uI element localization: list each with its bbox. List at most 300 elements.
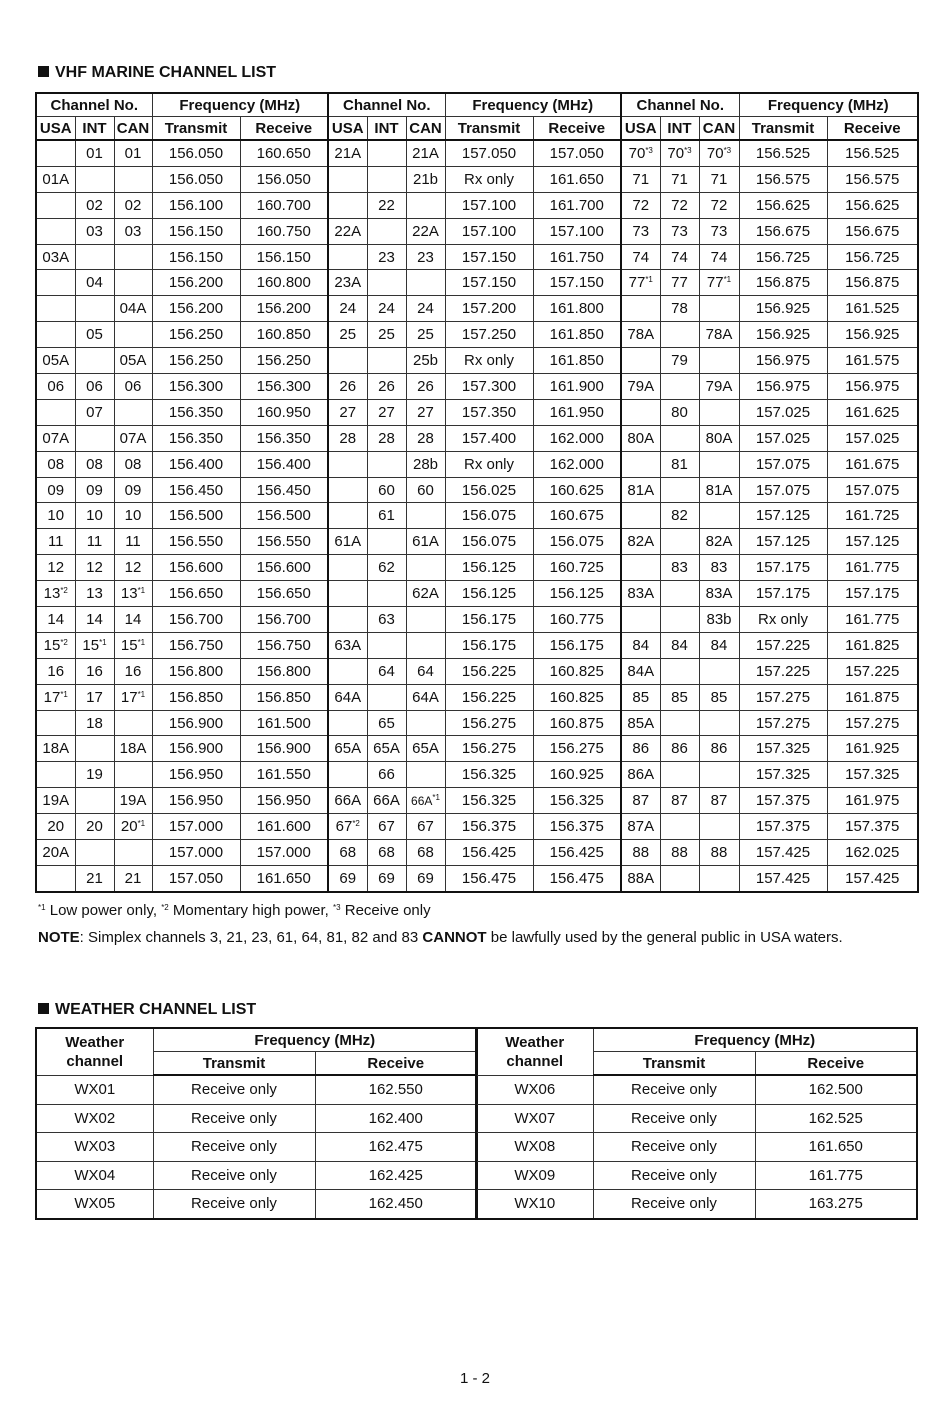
receive-freq-cell: 157.100 <box>533 218 621 244</box>
table-row <box>36 1075 477 1104</box>
usa-channel-cell <box>328 581 367 607</box>
receive-freq-cell: 161.725 <box>827 503 918 529</box>
receive-freq-cell: 156.275 <box>533 736 621 762</box>
transmit-freq-cell: 156.350 <box>152 399 240 425</box>
transmit-cell: Receive only <box>593 1133 755 1162</box>
transmit-freq-cell: 157.050 <box>152 865 240 891</box>
can-channel-cell: 64A <box>406 684 445 710</box>
int-channel-cell: 67 <box>367 814 406 840</box>
channel-no-header: Channel No. <box>328 93 445 117</box>
receive-freq-cell: 156.800 <box>240 658 328 684</box>
can-channel-cell: 68 <box>406 840 445 866</box>
usa-channel-cell <box>328 192 367 218</box>
usa-channel-cell <box>328 451 367 477</box>
can-channel-cell: 62A <box>406 581 445 607</box>
receive-freq-cell: 161.775 <box>827 555 918 581</box>
usa-channel-cell: 66A <box>328 788 367 814</box>
can-channel-cell <box>114 762 152 788</box>
receive-freq-cell: 162.000 <box>533 451 621 477</box>
can-channel-cell: $66A^{*1}$ <box>406 788 445 814</box>
usa-channel-cell: 16 <box>36 658 75 684</box>
receive-freq-cell: 156.625 <box>827 192 918 218</box>
table-row <box>36 1161 477 1190</box>
table-row <box>36 632 918 658</box>
transmit-header: Transmit <box>153 1052 315 1076</box>
frequency-header: Frequency (MHz) <box>593 1028 917 1052</box>
transmit-freq-cell: 156.700 <box>152 607 240 633</box>
can-channel-cell: 13$^{*1}$ <box>114 581 152 607</box>
receive-cell: 163.275 <box>755 1190 917 1219</box>
can-channel-cell: 16 <box>114 658 152 684</box>
transmit-freq-cell: 157.275 <box>739 684 827 710</box>
receive-freq-cell: 161.850 <box>533 322 621 348</box>
transmit-freq-cell: 156.325 <box>445 788 533 814</box>
transmit-freq-cell: 157.325 <box>739 762 827 788</box>
can-channel-cell <box>406 632 445 658</box>
transmit-freq-cell: 157.225 <box>739 658 827 684</box>
can-channel-cell: 77$^{*1}$ <box>699 270 739 296</box>
usa-channel-cell <box>621 399 660 425</box>
weather-channel-cell: WX05 <box>36 1190 153 1219</box>
footnote-text: Low power only, <box>45 902 162 919</box>
footnote-mark: *1 <box>645 275 653 285</box>
can-channel-cell: 06 <box>114 374 152 400</box>
table-row <box>36 296 918 322</box>
transmit-freq-cell: 156.250 <box>152 322 240 348</box>
int-channel-cell <box>75 840 114 866</box>
int-channel-cell <box>660 814 699 840</box>
receive-freq-cell: 160.925 <box>533 762 621 788</box>
transmit-freq-cell: 156.050 <box>152 140 240 166</box>
int-channel-cell <box>660 581 699 607</box>
usa-channel-cell <box>36 296 75 322</box>
transmit-freq-cell: 156.850 <box>152 684 240 710</box>
int-channel-cell: 64 <box>367 658 406 684</box>
transmit-freq-cell: 157.100 <box>445 192 533 218</box>
table-row <box>36 218 918 244</box>
can-channel-cell <box>699 399 739 425</box>
usa-channel-cell <box>328 555 367 581</box>
int-channel-cell: 07 <box>75 399 114 425</box>
receive-cell: 161.650 <box>755 1133 917 1162</box>
weather-channel-header <box>36 1028 153 1075</box>
table-row <box>36 374 918 400</box>
receive-freq-cell: 161.575 <box>827 348 918 374</box>
receive-freq-cell: 156.525 <box>827 140 918 166</box>
can-channel-cell: 10 <box>114 503 152 529</box>
receive-freq-cell: 162.000 <box>533 425 621 451</box>
transmit-freq-cell: 156.950 <box>152 788 240 814</box>
receive-freq-cell: 160.625 <box>533 477 621 503</box>
can-channel-cell: 84 <box>699 632 739 658</box>
int-channel-cell: 88 <box>660 840 699 866</box>
can-channel-cell: 21A <box>406 140 445 166</box>
receive-freq-cell: 160.825 <box>533 658 621 684</box>
weather-header-row-1 <box>36 1028 477 1052</box>
can-channel-cell: 15$^{*1}$ <box>114 632 152 658</box>
usa-channel-cell: 13$^{*2}$ <box>36 581 75 607</box>
transmit-freq-cell: 156.250 <box>152 348 240 374</box>
receive-cell: 162.500 <box>755 1075 917 1104</box>
usa-channel-cell: 87 <box>621 788 660 814</box>
receive-freq-cell: 156.425 <box>533 840 621 866</box>
receive-freq-cell: 161.975 <box>827 788 918 814</box>
can-channel-cell <box>699 348 739 374</box>
note-text: : Simplex channels 3, 21, 23, 61, 64, 81, 82 and 83 <box>79 929 423 946</box>
usa-channel-cell: 80A <box>621 425 660 451</box>
receive-freq-cell: 156.600 <box>240 555 328 581</box>
int-channel-cell <box>660 658 699 684</box>
table-row <box>36 503 918 529</box>
int-channel-cell <box>367 529 406 555</box>
int-channel-cell: 79 <box>660 348 699 374</box>
int-channel-cell <box>367 140 406 166</box>
int-header: INT <box>367 117 406 141</box>
footnote-mark: *2 <box>161 903 169 912</box>
int-channel-cell: 18 <box>75 710 114 736</box>
can-channel-cell <box>406 555 445 581</box>
usa-channel-cell: 08 <box>36 451 75 477</box>
usa-channel-cell <box>36 865 75 891</box>
can-channel-cell <box>406 192 445 218</box>
receive-freq-cell: 156.150 <box>240 244 328 270</box>
can-channel-cell: 09 <box>114 477 152 503</box>
receive-freq-cell: 156.350 <box>240 425 328 451</box>
weather-left-body <box>36 1075 477 1219</box>
table-row <box>476 1104 917 1133</box>
table-row <box>36 710 918 736</box>
int-header: INT <box>660 117 699 141</box>
usa-channel-cell <box>328 244 367 270</box>
int-channel-cell: 01 <box>75 140 114 166</box>
can-channel-cell <box>406 607 445 633</box>
usa-header: USA <box>328 117 367 141</box>
can-channel-cell: 69 <box>406 865 445 891</box>
transmit-freq-cell: 156.750 <box>152 632 240 658</box>
receive-freq-cell: 156.200 <box>240 296 328 322</box>
usa-channel-cell: 63A <box>328 632 367 658</box>
can-channel-cell: 86 <box>699 736 739 762</box>
transmit-freq-cell: 156.725 <box>739 244 827 270</box>
int-channel-cell: 72 <box>660 192 699 218</box>
transmit-freq-cell: 157.225 <box>739 632 827 658</box>
usa-channel-cell <box>621 348 660 374</box>
can-channel-cell <box>406 270 445 296</box>
weather-channel-header-line2: channel <box>506 1052 564 1070</box>
int-channel-cell: 09 <box>75 477 114 503</box>
receive-freq-cell: 156.075 <box>533 529 621 555</box>
int-channel-cell: 62 <box>367 555 406 581</box>
usa-channel-cell: 70$^{*3}$ <box>621 140 660 166</box>
can-channel-cell: 01 <box>114 140 152 166</box>
receive-header: Receive <box>240 117 328 141</box>
int-channel-cell <box>367 348 406 374</box>
usa-channel-cell: 28 <box>328 425 367 451</box>
can-channel-cell: 25b <box>406 348 445 374</box>
table-row <box>36 322 918 348</box>
can-channel-cell <box>114 244 152 270</box>
footnote-text: Momentary high power, <box>168 902 333 919</box>
transmit-freq-cell: 157.050 <box>445 140 533 166</box>
weather-channel-cell: WX07 <box>476 1104 593 1133</box>
table-row <box>36 348 918 374</box>
transmit-freq-cell: 156.625 <box>739 192 827 218</box>
transmit-freq-cell: 157.075 <box>739 477 827 503</box>
transmit-freq-cell: 157.425 <box>739 865 827 891</box>
transmit-freq-cell: 156.600 <box>152 555 240 581</box>
receive-cell: 162.525 <box>755 1104 917 1133</box>
can-channel-cell <box>114 710 152 736</box>
transmit-freq-cell: 156.175 <box>445 607 533 633</box>
can-channel-cell: 73 <box>699 218 739 244</box>
footnote-mark: *3 <box>684 145 692 155</box>
transmit-freq-cell: 156.025 <box>445 477 533 503</box>
frequency-header: Frequency (MHz) <box>153 1028 477 1052</box>
usa-channel-cell <box>621 451 660 477</box>
transmit-freq-cell: 156.225 <box>445 658 533 684</box>
transmit-freq-cell: Rx only <box>445 166 533 192</box>
can-channel-cell <box>699 296 739 322</box>
receive-freq-cell: 156.050 <box>240 166 328 192</box>
usa-channel-cell <box>36 270 75 296</box>
receive-freq-cell: 157.125 <box>827 529 918 555</box>
can-channel-cell <box>114 399 152 425</box>
int-channel-cell <box>75 348 114 374</box>
can-channel-cell: 61A <box>406 529 445 555</box>
footnote-legend <box>38 902 431 919</box>
transmit-header: Transmit <box>593 1052 755 1076</box>
receive-freq-cell: 157.225 <box>827 658 918 684</box>
receive-freq-cell: 161.550 <box>240 762 328 788</box>
receive-freq-cell: 156.500 <box>240 503 328 529</box>
transmit-freq-cell: 156.225 <box>445 684 533 710</box>
can-channel-cell <box>699 865 739 891</box>
usa-channel-cell: 74 <box>621 244 660 270</box>
int-channel-cell: 68 <box>367 840 406 866</box>
footnote-mark: *1 <box>137 637 146 647</box>
int-channel-cell <box>660 374 699 400</box>
table-row <box>36 840 918 866</box>
receive-freq-cell: 156.975 <box>827 374 918 400</box>
transmit-freq-cell: Rx only <box>445 451 533 477</box>
usa-channel-cell <box>36 192 75 218</box>
transmit-freq-cell: 157.000 <box>152 814 240 840</box>
int-channel-cell: 23 <box>367 244 406 270</box>
receive-freq-cell: 156.125 <box>533 581 621 607</box>
table-row <box>476 1133 917 1162</box>
usa-channel-cell: 88 <box>621 840 660 866</box>
usa-channel-cell: 01A <box>36 166 75 192</box>
usa-channel-cell: 23A <box>328 270 367 296</box>
usa-channel-cell: 03A <box>36 244 75 270</box>
usa-channel-cell: 09 <box>36 477 75 503</box>
receive-freq-cell: 157.275 <box>827 710 918 736</box>
int-channel-cell: 25 <box>367 322 406 348</box>
receive-freq-cell: 156.175 <box>533 632 621 658</box>
usa-channel-cell: 83A <box>621 581 660 607</box>
receive-freq-cell: 161.625 <box>827 399 918 425</box>
receive-freq-cell: 156.475 <box>533 865 621 891</box>
footnote-mark: *3 <box>645 145 653 155</box>
int-channel-cell: 87 <box>660 788 699 814</box>
can-channel-cell <box>114 270 152 296</box>
transmit-freq-cell: 156.375 <box>445 814 533 840</box>
usa-channel-cell: 05A <box>36 348 75 374</box>
can-channel-cell: 25 <box>406 322 445 348</box>
transmit-freq-cell: 156.200 <box>152 270 240 296</box>
footnote-mark: *2 <box>60 637 68 647</box>
can-channel-cell: 28b <box>406 451 445 477</box>
int-channel-cell: 84 <box>660 632 699 658</box>
note-emphasis: CANNOT <box>422 929 487 946</box>
usa-channel-cell: 20A <box>36 840 75 866</box>
transmit-freq-cell: 156.450 <box>152 477 240 503</box>
receive-freq-cell: 157.025 <box>827 425 918 451</box>
weather-table-left <box>35 1027 478 1220</box>
int-channel-cell: 16 <box>75 658 114 684</box>
transmit-freq-cell: Rx only <box>445 348 533 374</box>
table-row <box>36 555 918 581</box>
usa-channel-cell: 25 <box>328 322 367 348</box>
transmit-cell: Receive only <box>153 1104 315 1133</box>
transmit-freq-cell: 156.300 <box>152 374 240 400</box>
int-channel-cell: 19 <box>75 762 114 788</box>
transmit-freq-cell: 157.025 <box>739 399 827 425</box>
footnote-mark: *1 <box>38 903 46 912</box>
can-channel-cell: 28 <box>406 425 445 451</box>
frequency-header: Frequency (MHz) <box>445 93 621 117</box>
transmit-freq-cell: 156.900 <box>152 736 240 762</box>
transmit-freq-cell: 157.150 <box>445 270 533 296</box>
usa-channel-cell <box>36 218 75 244</box>
can-channel-cell: 21b <box>406 166 445 192</box>
transmit-cell: Receive only <box>153 1190 315 1219</box>
can-channel-cell: 88 <box>699 840 739 866</box>
int-channel-cell: 73 <box>660 218 699 244</box>
can-channel-cell: 20$^{*1}$ <box>114 814 152 840</box>
transmit-cell: Receive only <box>593 1190 755 1219</box>
footnote-mark: *1 <box>432 792 440 802</box>
can-channel-cell <box>699 762 739 788</box>
weather-channel-cell: WX09 <box>476 1161 593 1190</box>
usa-channel-cell <box>621 296 660 322</box>
int-channel-cell: 08 <box>75 451 114 477</box>
transmit-freq-cell: 157.300 <box>445 374 533 400</box>
int-channel-cell <box>660 529 699 555</box>
usa-channel-cell: 18A <box>36 736 75 762</box>
receive-freq-cell: 160.750 <box>240 218 328 244</box>
weather-channel-cell: WX03 <box>36 1133 153 1162</box>
vhf-title-text: VHF MARINE CHANNEL LIST <box>55 64 277 81</box>
receive-freq-cell: 161.800 <box>533 296 621 322</box>
transmit-freq-cell: 156.325 <box>445 762 533 788</box>
footnote-mark: *2 <box>60 586 68 596</box>
transmit-freq-cell: 156.200 <box>152 296 240 322</box>
can-channel-cell: 83b <box>699 607 739 633</box>
int-channel-cell <box>367 632 406 658</box>
receive-freq-cell: 156.400 <box>240 451 328 477</box>
receive-header: Receive <box>315 1052 477 1076</box>
usa-channel-cell <box>328 658 367 684</box>
usa-channel-cell <box>621 607 660 633</box>
transmit-freq-cell: 157.200 <box>445 296 533 322</box>
receive-freq-cell: 161.525 <box>827 296 918 322</box>
receive-freq-cell: 160.950 <box>240 399 328 425</box>
int-channel-cell: 26 <box>367 374 406 400</box>
int-channel-cell: 65 <box>367 710 406 736</box>
can-channel-cell <box>699 451 739 477</box>
int-header: INT <box>75 117 114 141</box>
int-channel-cell: 22 <box>367 192 406 218</box>
footnote-text: Receive only <box>340 902 431 919</box>
weather-channel-header <box>476 1028 593 1075</box>
int-channel-cell <box>660 762 699 788</box>
transmit-freq-cell: Rx only <box>739 607 827 633</box>
transmit-freq-cell: 156.275 <box>445 710 533 736</box>
weather-table-right <box>475 1027 918 1220</box>
int-channel-cell <box>367 166 406 192</box>
square-bullet-icon <box>38 66 49 77</box>
table-row <box>36 814 918 840</box>
table-row <box>36 1104 477 1133</box>
transmit-freq-cell: 157.325 <box>739 736 827 762</box>
usa-channel-cell: 19A <box>36 788 75 814</box>
int-channel-cell: 13 <box>75 581 114 607</box>
transmit-cell: Receive only <box>153 1075 315 1104</box>
can-channel-cell <box>406 710 445 736</box>
usa-channel-cell <box>621 555 660 581</box>
usa-channel-cell <box>36 710 75 736</box>
receive-freq-cell: 157.000 <box>240 840 328 866</box>
usa-channel-cell: 84 <box>621 632 660 658</box>
transmit-cell: Receive only <box>593 1161 755 1190</box>
transmit-freq-cell: 156.800 <box>152 658 240 684</box>
usa-channel-cell: 11 <box>36 529 75 555</box>
receive-freq-cell: 156.875 <box>827 270 918 296</box>
transmit-freq-cell: 156.275 <box>445 736 533 762</box>
receive-freq-cell: 156.700 <box>240 607 328 633</box>
receive-freq-cell: 156.250 <box>240 348 328 374</box>
table-row <box>476 1075 917 1104</box>
footnote-mark: *3 <box>333 903 341 912</box>
table-row <box>36 140 918 166</box>
int-channel-cell: 83 <box>660 555 699 581</box>
can-channel-cell: 08 <box>114 451 152 477</box>
can-channel-cell: 19A <box>114 788 152 814</box>
can-channel-cell: 22A <box>406 218 445 244</box>
vhf-section-title <box>38 64 276 82</box>
transmit-freq-cell: 156.075 <box>445 503 533 529</box>
receive-cell: 162.425 <box>315 1161 477 1190</box>
receive-header: Receive <box>827 117 918 141</box>
can-channel-cell: 67 <box>406 814 445 840</box>
receive-freq-cell: 156.325 <box>533 788 621 814</box>
receive-freq-cell: 156.675 <box>827 218 918 244</box>
usa-channel-cell: 07A <box>36 425 75 451</box>
transmit-freq-cell: 157.375 <box>739 814 827 840</box>
transmit-freq-cell: 157.175 <box>739 555 827 581</box>
table-row <box>36 192 918 218</box>
int-channel-cell: 27 <box>367 399 406 425</box>
weather-channel-cell: WX08 <box>476 1133 593 1162</box>
table-row <box>36 451 918 477</box>
receive-cell: 162.475 <box>315 1133 477 1162</box>
can-channel-cell: 03 <box>114 218 152 244</box>
usa-channel-cell: 64A <box>328 684 367 710</box>
int-channel-cell: 85 <box>660 684 699 710</box>
int-channel-cell <box>367 451 406 477</box>
table-row <box>36 425 918 451</box>
